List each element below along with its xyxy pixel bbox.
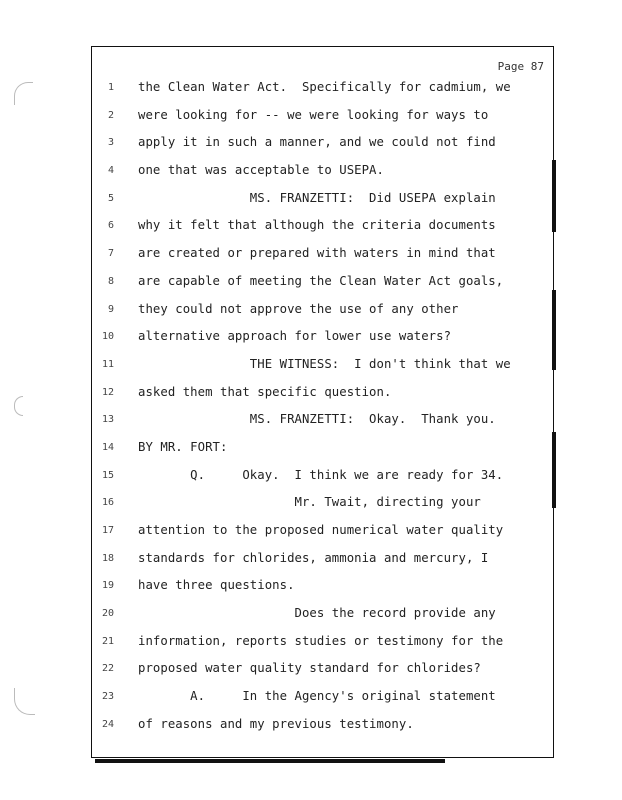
transcript-line xyxy=(0,438,622,466)
line-text: asked them that specific question. xyxy=(138,384,392,399)
line-number: 21 xyxy=(101,635,114,647)
line-text: have three questions. xyxy=(138,578,295,593)
line-number: 4 xyxy=(107,165,114,177)
transcript-line xyxy=(0,133,622,161)
line-number: 7 xyxy=(107,248,114,260)
transcript-line xyxy=(0,272,622,300)
line-number: 13 xyxy=(101,414,114,426)
transcript-line xyxy=(0,521,622,549)
transcript-line xyxy=(0,244,622,272)
line-text: Q. Okay. I think we are ready for 34. xyxy=(138,467,504,482)
transcript-line xyxy=(0,715,622,743)
line-number: 9 xyxy=(107,303,114,315)
transcript-line xyxy=(0,300,622,328)
line-number: 15 xyxy=(101,469,114,481)
transcript-line xyxy=(0,410,622,438)
transcript-line xyxy=(0,659,622,687)
line-text: BY MR. FORT: xyxy=(138,439,228,454)
transcript-line xyxy=(0,687,622,715)
line-number: 18 xyxy=(101,552,114,564)
line-number: 10 xyxy=(101,331,114,343)
transcript-lines xyxy=(0,78,622,743)
line-text: attention to the proposed numerical water quality xyxy=(138,523,504,537)
transcript-line xyxy=(0,189,622,217)
line-text: one that was acceptable to USEPA. xyxy=(138,163,384,178)
line-text: Does the record provide any xyxy=(138,606,496,621)
line-number: 23 xyxy=(101,691,114,703)
line-number: 19 xyxy=(101,580,114,592)
line-text: are capable of meeting the Clean Water Act goals, xyxy=(138,273,504,288)
transcript-line xyxy=(0,576,622,604)
page-number: Page 87 xyxy=(497,60,544,73)
transcript-line xyxy=(0,383,622,411)
line-text: standards for chlorides, ammonia and mercury, I xyxy=(138,550,489,565)
line-number: 14 xyxy=(101,441,114,453)
line-number: 5 xyxy=(107,192,114,204)
transcript-line xyxy=(0,216,622,244)
line-text: apply it in such a manner, and we could not find xyxy=(138,135,496,150)
transcript-line xyxy=(0,549,622,577)
line-text: were looking for -- we were looking for ways to xyxy=(138,107,489,122)
line-text: alternative approach for lower use waters? xyxy=(138,329,452,344)
transcript-line xyxy=(0,327,622,355)
line-number: 16 xyxy=(101,497,114,509)
line-number: 20 xyxy=(101,608,114,620)
transcript-line xyxy=(0,355,622,383)
line-text: A. In the Agency's original statement xyxy=(138,689,496,704)
line-number: 3 xyxy=(107,137,114,149)
line-text: of reasons and my previous testimony. xyxy=(138,716,414,731)
line-text: information, reports studies or testimony for the xyxy=(138,633,504,648)
line-text: they could not approve the use of any other xyxy=(138,301,459,316)
line-number: 1 xyxy=(107,82,114,93)
line-text: MS. FRANZETTI: Okay. Thank you. xyxy=(138,412,496,427)
transcript-line xyxy=(0,78,622,106)
line-number: 17 xyxy=(101,525,114,536)
line-number: 8 xyxy=(107,275,114,287)
line-number: 2 xyxy=(107,109,114,121)
transcript-line xyxy=(0,161,622,189)
transcript-line xyxy=(0,466,622,494)
line-number: 11 xyxy=(101,358,114,370)
transcript-line xyxy=(0,604,622,632)
line-text: Mr. Twait, directing your xyxy=(138,495,481,510)
transcript-line xyxy=(0,493,622,521)
line-number: 22 xyxy=(101,663,114,675)
line-text: proposed water quality standard for chlorides? xyxy=(138,661,481,676)
line-number: 24 xyxy=(101,718,114,730)
line-text: why it felt that although the criteria documents xyxy=(138,218,496,233)
transcript-line xyxy=(0,106,622,134)
line-text: THE WITNESS: I don't think that we xyxy=(138,356,511,371)
line-text: the Clean Water Act. Specifically for cadmium, we xyxy=(138,80,511,94)
line-text: MS. FRANZETTI: Did USEPA explain xyxy=(138,190,496,205)
page-bottom-border xyxy=(95,759,445,763)
line-text: are created or prepared with waters in mind that xyxy=(138,246,496,261)
line-number: 6 xyxy=(107,220,114,232)
line-number: 12 xyxy=(101,386,114,398)
transcript-line xyxy=(0,632,622,660)
